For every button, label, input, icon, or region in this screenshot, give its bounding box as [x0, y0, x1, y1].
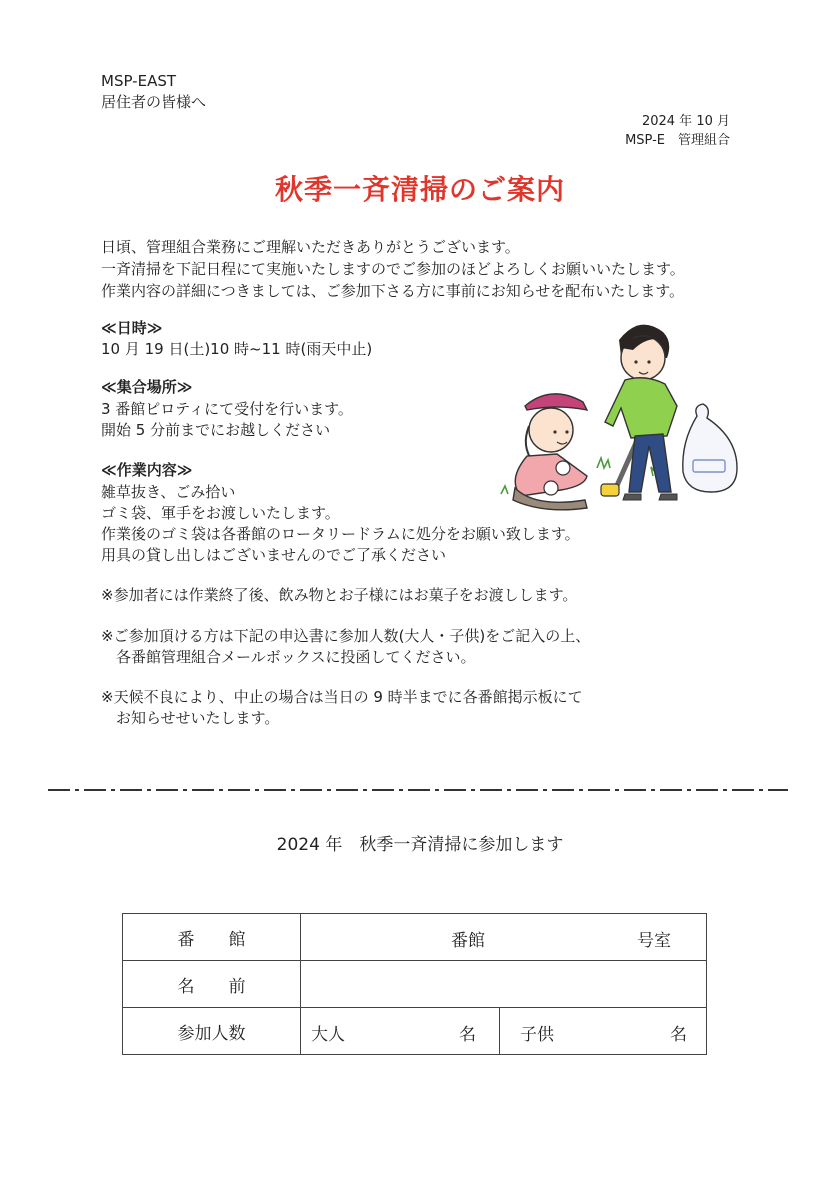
note-application-2: 各番館管理組合メールボックスに投函してください。: [101, 648, 476, 666]
adult-unit: 名: [459, 1025, 476, 1045]
datetime-text: 10 月 19 日(土)10 時~11 時(雨天中止): [101, 340, 373, 358]
garbage-bag-icon: [683, 404, 737, 492]
application-form: [122, 913, 707, 1055]
place-line-1: 3 番館ピロティにて受付を行います。: [101, 400, 353, 418]
girl-figure: [513, 394, 587, 510]
child-label: 子供: [520, 1025, 554, 1045]
intro-line-3: 作業内容の詳細につきましては、ご参加下さる方に事前にお知らせを配布いたします。: [101, 282, 685, 300]
building-unit: 番館: [451, 931, 485, 951]
sender: MSP-E 管理組合: [625, 133, 730, 148]
place-line-2: 開始 5 分前までにお越しください: [101, 421, 331, 439]
work-line-2: ゴミ袋、軍手をお渡しいたします。: [101, 504, 340, 522]
adult-count-cell[interactable]: [301, 1008, 500, 1055]
note-application-1: ※ご参加頂ける方は下記の申込書に参加人数(大人・子供)をご記入の上、: [101, 627, 591, 645]
child-count-cell[interactable]: [500, 1008, 707, 1055]
name-input-cell[interactable]: [301, 961, 707, 1008]
count-label: 参加人数: [123, 1008, 301, 1055]
note-cancel-2: お知らせせいたします。: [101, 709, 280, 727]
place-heading: ≪集合場所≫: [101, 378, 193, 396]
org-name: MSP-EAST: [101, 72, 177, 90]
intro-line-2: 一斉清掃を下記日程にて実施いたしますのでご参加のほどよろしくお願いいたします。: [101, 260, 685, 278]
child-unit: 名: [670, 1025, 687, 1045]
building-label: 番 館: [123, 914, 301, 961]
building-input-cell[interactable]: [301, 914, 707, 961]
form-title: 2024 年 秋季一斉清掃に参加します: [276, 835, 564, 855]
cut-line-divider: [48, 788, 788, 792]
name-label: 名 前: [123, 961, 301, 1008]
work-line-1: 雑草抜き、ごみ拾い: [101, 483, 236, 501]
form-row-count: [123, 1008, 707, 1055]
addressee: 居住者の皆様へ: [101, 93, 207, 111]
work-line-4: 用具の貸し出しはございませんのでご了承ください: [101, 546, 447, 564]
intro-line-1: 日頃、管理組合業務にご理解いただきありがとうございます。: [101, 238, 520, 256]
issue-date: 2024 年 10 月: [641, 114, 730, 129]
note-cancel-1: ※天候不良により、中止の場合は当日の 9 時半までに各番館掲示板にて: [101, 688, 583, 706]
cleaning-people-illustration: [493, 318, 747, 513]
datetime-heading: ≪日時≫: [101, 319, 163, 337]
work-heading: ≪作業内容≫: [101, 461, 193, 479]
page-title: 秋季一斉清掃のご案内: [274, 173, 565, 206]
form-row-building: [123, 914, 707, 961]
boy-figure: [605, 325, 677, 500]
form-row-name: [123, 961, 707, 1008]
room-unit: 号室: [637, 931, 671, 951]
note-refreshments: ※参加者には作業終了後、飲み物とお子様にはお菓子をお渡しします。: [101, 586, 578, 604]
adult-label: 大人: [311, 1025, 345, 1045]
work-line-3: 作業後のゴミ袋は各番館のロータリードラムに処分をお願い致します。: [101, 525, 580, 543]
